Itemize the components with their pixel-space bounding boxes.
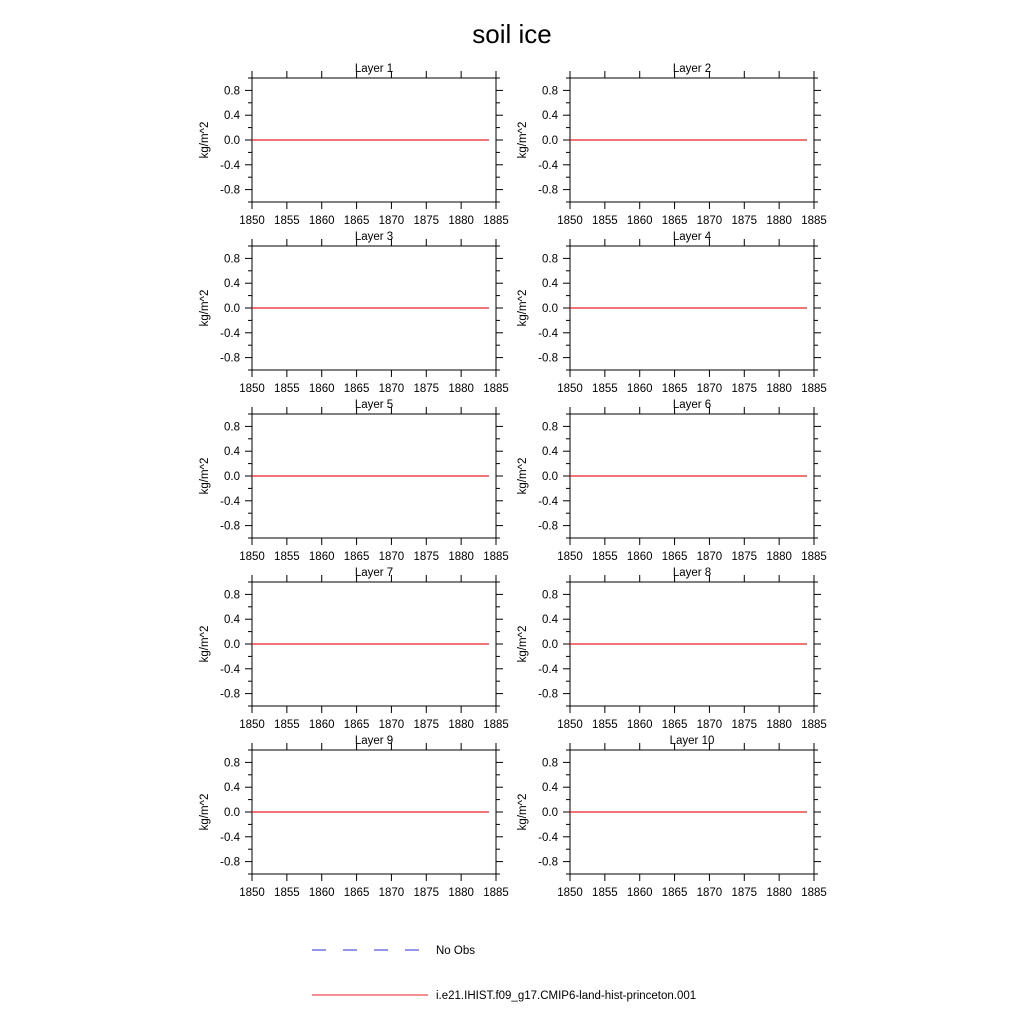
y-tick-label: 0.0 xyxy=(224,807,240,819)
x-tick-label: 1870 xyxy=(696,215,723,227)
y-tick-label: 0.0 xyxy=(542,303,558,315)
x-tick-label: 1875 xyxy=(413,551,440,563)
y-tick-label: 0.0 xyxy=(224,135,240,147)
x-tick-label: 1885 xyxy=(483,215,509,227)
y-axis-label: kg/m^2 xyxy=(517,121,529,159)
x-tick-label: 1850 xyxy=(557,887,583,899)
x-tick-label: 1870 xyxy=(378,887,405,899)
figure-title: soil ice xyxy=(472,19,552,49)
legend xyxy=(312,945,696,1002)
x-tick-label: 1860 xyxy=(626,215,653,227)
x-tick-label: 1855 xyxy=(592,551,618,563)
x-tick-label: 1875 xyxy=(731,215,758,227)
x-tick-label: 1870 xyxy=(378,551,405,563)
x-tick-label: 1885 xyxy=(483,551,509,563)
y-tick-label: 0.8 xyxy=(224,85,240,98)
y-axis-label: kg/m^2 xyxy=(199,457,211,495)
panel-layer-7 xyxy=(199,567,509,731)
x-tick-label: 1880 xyxy=(766,719,792,731)
x-tick-label: 1870 xyxy=(696,887,723,899)
x-tick-label: 1860 xyxy=(308,551,335,563)
panel-layer-6 xyxy=(517,399,827,563)
panel-title: Layer 1 xyxy=(354,63,394,75)
y-tick-label: 0.8 xyxy=(224,421,240,434)
x-tick-label: 1850 xyxy=(239,383,265,395)
y-tick-label: -0.4 xyxy=(220,159,240,172)
x-tick-label: 1860 xyxy=(308,719,335,731)
x-tick-label: 1865 xyxy=(343,887,370,899)
y-tick-label: 0.8 xyxy=(542,85,558,98)
x-tick-label: 1885 xyxy=(801,887,827,899)
legend-label-1: No Obs xyxy=(436,945,475,957)
y-tick-label: -0.8 xyxy=(220,352,240,365)
y-tick-label: -0.4 xyxy=(538,663,558,676)
y-tick-label: -0.4 xyxy=(538,831,558,844)
panel-title: Layer 4 xyxy=(672,231,712,243)
x-tick-label: 1875 xyxy=(413,887,440,899)
x-tick-label: 1865 xyxy=(661,719,688,731)
panel-layer-8 xyxy=(517,567,827,731)
x-tick-label: 1855 xyxy=(274,551,300,563)
y-tick-label: 0.8 xyxy=(542,421,558,434)
y-tick-label: -0.8 xyxy=(220,520,240,533)
y-tick-label: 0.4 xyxy=(224,278,240,291)
x-tick-label: 1865 xyxy=(343,719,370,731)
x-tick-label: 1870 xyxy=(378,719,405,731)
x-tick-label: 1880 xyxy=(448,719,474,731)
panel-title: Layer 6 xyxy=(672,399,712,411)
x-tick-label: 1865 xyxy=(661,551,688,563)
panel-layer-5 xyxy=(199,399,509,563)
x-tick-label: 1880 xyxy=(766,383,792,395)
y-tick-label: 0.8 xyxy=(542,253,558,266)
x-tick-label: 1870 xyxy=(378,383,405,395)
x-tick-label: 1880 xyxy=(766,887,792,899)
y-tick-label: -0.4 xyxy=(220,327,240,340)
legend-label-2: i.e21.IHIST.f09_g17.CMIP6-land-hist-princeton.001 xyxy=(436,990,697,1002)
x-tick-label: 1850 xyxy=(239,719,265,731)
panel-layer-1 xyxy=(199,63,509,227)
y-tick-label: 0.8 xyxy=(224,757,240,770)
x-tick-label: 1865 xyxy=(343,215,370,227)
y-tick-label: 0.8 xyxy=(542,757,558,770)
y-axis-label: kg/m^2 xyxy=(199,121,211,159)
panel-title: Layer 2 xyxy=(672,63,712,75)
x-tick-label: 1860 xyxy=(308,215,335,227)
y-tick-label: -0.8 xyxy=(538,688,558,701)
y-tick-label: 0.4 xyxy=(542,614,558,627)
y-tick-label: -0.4 xyxy=(220,663,240,676)
x-tick-label: 1870 xyxy=(378,215,405,227)
y-tick-label: -0.8 xyxy=(220,856,240,869)
x-tick-label: 1850 xyxy=(557,383,583,395)
x-tick-label: 1855 xyxy=(592,887,618,899)
y-tick-label: 0.0 xyxy=(542,471,558,483)
panel-layer-3 xyxy=(199,231,509,395)
y-tick-label: 0.4 xyxy=(224,110,240,123)
panel-title: Layer 8 xyxy=(672,567,712,579)
y-axis-label: kg/m^2 xyxy=(517,457,529,495)
y-axis-label: kg/m^2 xyxy=(517,289,529,327)
x-tick-label: 1850 xyxy=(557,551,583,563)
y-tick-label: -0.8 xyxy=(220,688,240,701)
x-tick-label: 1850 xyxy=(239,887,265,899)
y-tick-label: -0.4 xyxy=(538,327,558,340)
y-tick-label: 0.8 xyxy=(224,589,240,602)
y-tick-label: 0.0 xyxy=(542,135,558,147)
x-tick-label: 1860 xyxy=(626,719,653,731)
y-tick-label: -0.8 xyxy=(538,352,558,365)
y-tick-label: 0.4 xyxy=(224,446,240,459)
x-tick-label: 1885 xyxy=(483,719,509,731)
y-tick-label: -0.4 xyxy=(538,159,558,172)
x-tick-label: 1850 xyxy=(239,215,265,227)
y-tick-label: -0.4 xyxy=(220,831,240,844)
x-tick-label: 1850 xyxy=(557,215,583,227)
y-tick-label: 0.0 xyxy=(224,303,240,315)
x-tick-label: 1875 xyxy=(731,551,758,563)
y-tick-label: -0.8 xyxy=(220,184,240,197)
x-tick-label: 1865 xyxy=(661,383,688,395)
panel-title: Layer 5 xyxy=(354,399,394,411)
x-tick-label: 1870 xyxy=(696,551,723,563)
x-tick-label: 1855 xyxy=(274,887,300,899)
y-tick-label: 0.4 xyxy=(224,782,240,795)
x-tick-label: 1880 xyxy=(766,215,792,227)
y-tick-label: -0.8 xyxy=(538,184,558,197)
y-axis-label: kg/m^2 xyxy=(199,289,211,327)
x-tick-label: 1865 xyxy=(343,551,370,563)
x-tick-label: 1855 xyxy=(274,383,300,395)
x-tick-label: 1875 xyxy=(413,719,440,731)
x-tick-label: 1855 xyxy=(592,215,618,227)
x-tick-label: 1865 xyxy=(661,887,688,899)
x-tick-label: 1885 xyxy=(801,551,827,563)
panel-layer-9 xyxy=(199,735,509,899)
x-tick-label: 1850 xyxy=(557,719,583,731)
x-tick-label: 1870 xyxy=(696,719,723,731)
y-axis-label: kg/m^2 xyxy=(199,625,211,663)
y-tick-label: -0.8 xyxy=(538,856,558,869)
x-tick-label: 1880 xyxy=(766,551,792,563)
y-tick-label: 0.0 xyxy=(542,639,558,651)
x-tick-label: 1875 xyxy=(731,887,758,899)
y-axis-label: kg/m^2 xyxy=(517,793,529,831)
y-tick-label: 0.8 xyxy=(224,253,240,266)
x-tick-label: 1880 xyxy=(448,551,474,563)
panel-title: Layer 10 xyxy=(669,735,715,747)
x-tick-label: 1855 xyxy=(274,719,300,731)
x-tick-label: 1860 xyxy=(626,887,653,899)
x-tick-label: 1855 xyxy=(592,719,618,731)
panel-layer-4 xyxy=(517,231,827,395)
y-tick-label: 0.4 xyxy=(224,614,240,627)
panel-layer-10 xyxy=(517,735,827,899)
y-tick-label: 0.4 xyxy=(542,446,558,459)
x-tick-label: 1875 xyxy=(413,215,440,227)
y-tick-label: 0.8 xyxy=(542,589,558,602)
x-tick-label: 1850 xyxy=(239,551,265,563)
y-tick-label: 0.0 xyxy=(542,807,558,819)
x-tick-label: 1855 xyxy=(274,215,300,227)
panel-layer-2 xyxy=(517,63,827,227)
x-tick-label: 1880 xyxy=(448,887,474,899)
x-tick-label: 1875 xyxy=(731,719,758,731)
x-tick-label: 1860 xyxy=(308,383,335,395)
y-tick-label: 0.0 xyxy=(224,639,240,651)
x-tick-label: 1860 xyxy=(626,551,653,563)
x-tick-label: 1885 xyxy=(483,383,509,395)
y-tick-label: 0.0 xyxy=(224,471,240,483)
x-tick-label: 1865 xyxy=(661,215,688,227)
x-tick-label: 1860 xyxy=(626,383,653,395)
x-tick-label: 1875 xyxy=(731,383,758,395)
x-tick-label: 1865 xyxy=(343,383,370,395)
x-tick-label: 1870 xyxy=(696,383,723,395)
y-tick-label: -0.4 xyxy=(220,495,240,508)
x-tick-label: 1885 xyxy=(801,383,827,395)
y-tick-label: -0.4 xyxy=(538,495,558,508)
y-tick-label: -0.8 xyxy=(538,520,558,533)
x-tick-label: 1880 xyxy=(448,215,474,227)
x-tick-label: 1885 xyxy=(801,719,827,731)
panel-title: Layer 3 xyxy=(354,231,394,243)
y-tick-label: 0.4 xyxy=(542,782,558,795)
y-tick-label: 0.4 xyxy=(542,278,558,291)
x-tick-label: 1860 xyxy=(308,887,335,899)
x-tick-label: 1885 xyxy=(801,215,827,227)
y-axis-label: kg/m^2 xyxy=(199,793,211,831)
x-tick-label: 1875 xyxy=(413,383,440,395)
panel-title: Layer 9 xyxy=(354,735,394,747)
panel-grid xyxy=(199,63,827,899)
x-tick-label: 1880 xyxy=(448,383,474,395)
x-tick-label: 1885 xyxy=(483,887,509,899)
panel-title: Layer 7 xyxy=(354,567,394,579)
x-tick-label: 1855 xyxy=(592,383,618,395)
y-axis-label: kg/m^2 xyxy=(517,625,529,663)
y-tick-label: 0.4 xyxy=(542,110,558,123)
